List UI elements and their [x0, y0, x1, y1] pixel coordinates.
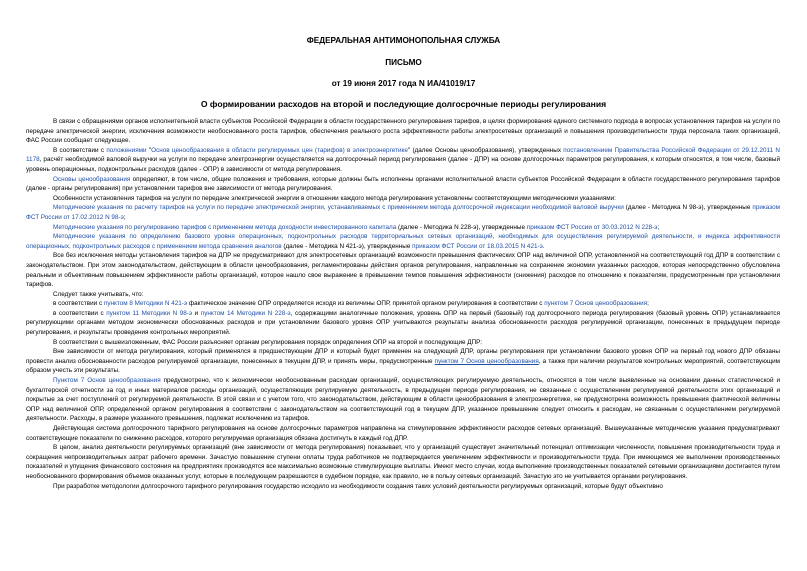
document-link[interactable]: Методические указания по регулированию тарифов с применением метода доходности инвестированного капитала: [53, 223, 397, 231]
date-number-heading: от 19 июня 2017 года N ИА/41019/17: [331, 79, 476, 88]
paragraph: [26, 299, 780, 309]
paragraph-text: , а также при наличии результатов контрольных мероприятий, соответствующим образом учесть эти результаты.: [26, 357, 780, 375]
paragraph: [26, 443, 780, 481]
paragraph-text: ;: [647, 300, 649, 308]
document-link[interactable]: Методические указания по определению базового уровня операционных, подконтрольных расходов территориальных сетевых организаций, необходимых для осуществления регулируемой деятельности, и индекса эффективности операционных, подконтрольных расходов с применением метода сравнения аналогов: [26, 233, 780, 250]
document-link[interactable]: Методические указания по расчету тарифов на услуги по передаче электрической энергии, устанавливаемых с применением метода долгосрочной индексации необходимой валовой выручки: [53, 204, 624, 212]
paragraph-text: Особенности установления тарифов на услуги по передаче электрической энергии в отношении каждого метода регулирования установлены соответствующими методическими указаниями:: [53, 194, 616, 202]
paragraph: [26, 376, 780, 424]
paragraph-text: ": [146, 146, 152, 154]
paragraph: [26, 290, 780, 300]
document-link[interactable]: пунктом 8 Методики N 421-э: [103, 300, 188, 308]
paragraph: [26, 223, 780, 233]
paragraph: [26, 251, 780, 289]
paragraph: [26, 146, 780, 175]
paragraph-text: В соответствии с вышеизложенным, ФАС России разъясняет органам регулирования порядок определения ОПР на второй и последующие ДПР:: [53, 338, 483, 346]
paragraph-text: В целом, анализ деятельности регулируемых организаций (вне зависимости от метода регулирования) показывает, что у организаций существует значительный потенциал оптимизации численности, повышения производительности труда и сокращения непроизводительных затрат рабочего времени. Зачастую повышение ступени оплаты труда работников не подтверждается увеличением эффективности и производительности труда. При имеющемся же выполнении производственных показателей и упущения финансового состояния на предприятиях производятся все максимально возможные стимулирующие выплаты. Имеют место случаи, когда выполнение производственных показателей сетевыми организациями достигается путем необоснованного формирования объемов оказанных услуг, которые в последующем разрешаются в судебном порядке, как правило, не в пользу сетевых организаций. Зачастую это не учитывается органами регулирования.: [26, 444, 780, 480]
paragraph-text: и: [192, 309, 201, 317]
document-link[interactable]: приказом ФСТ России от 30.03.2012 N 228-э: [526, 223, 658, 231]
paragraph-text: определяют, в том числе, общие положения и требования, которые должны быть исполнены органами исполнительной власти субъектов Российской Федерации в области государственного регулирования тарифов (далее - органы регулирования) при установлении тарифов вне зависимости от метода регулирования.: [26, 175, 780, 193]
document-link[interactable]: пунктом 7 Основ ценообразования: [434, 357, 539, 365]
paragraph-text: ;: [657, 223, 660, 231]
paragraph-text: Все без исключения методы установления тарифов на ДПР не предусматривают для электросетевых организаций возможности превышения фактических ОПР над величиной ОПР, установленной на соответствующий год ДПР в соответствии с законодательством. При этом законодательством, действующим в области ценообразования, регламентированы действия органов регулирования, направленные на сохранение экономии указанных расходов, которая непосредственно обусловлена реальным и объективным повышением эффективности работы организаций, которое нашло свое выражение в превышении темпов повышения эффективности (снижения) расходов по отношению к показателям, предусмотренным при установлении тарифов.: [26, 252, 780, 289]
paragraph-text: .: [542, 242, 545, 250]
paragraph-text: ;: [123, 213, 126, 221]
paragraph: [26, 309, 780, 338]
paragraph-text: (далее - Методика N 98-э), утвержденные: [623, 204, 753, 212]
document-link[interactable]: пунктом 7 Основ ценообразования: [544, 300, 648, 308]
document-link[interactable]: постановлением Правительства Российской Федерации от 29.12.2011 N 1178: [26, 146, 780, 164]
document-link[interactable]: Основы ценообразования: [53, 175, 131, 183]
document-link[interactable]: пунктом 14 Методики N 228-э: [200, 309, 291, 317]
paragraph: [26, 194, 780, 204]
paragraph-text: Следует также учитывать, что:: [53, 290, 144, 298]
document-link[interactable]: Основ ценообразования в области регулируемых цен (тарифов) в электроэнергетике: [151, 146, 408, 154]
paragraph: [26, 232, 780, 251]
agency-heading: ФЕДЕРАЛЬНАЯ АНТИМОНОПОЛЬНАЯ СЛУЖБА: [306, 36, 501, 45]
paragraph-text: в соответствии с: [53, 300, 104, 308]
paragraph-text: , расчёт необходимой валовой выручки на услуги по передаче электроэнергии осуществляется на долгосрочный период регулирования (далее - ДПР) на основе долгосрочных параметров регулирования, к которым относятся, в том числе, базовый уровень операционных, подконтрольных расходов (далее - ОПР) в зависимости от метода регулирования.: [26, 156, 780, 173]
document-link[interactable]: приказом ФСТ России от 18.03.2015 N 421-э: [412, 242, 543, 250]
paragraph-text: , содержащими аналогичные положения, уровень ОПР на первый (базовый) год долгосрочного периода регулирования (базовый уровень ОПР) устанавливается регулирующими органами методом экономически обоснованных расходов и при установлении базового уровня ОПР учитываются результаты анализа обоснованности расходов регулируемой организации, понесенных в предыдущем периоде регулирования, и результаты проведения контрольных мероприятий.: [26, 309, 781, 337]
paragraph-text: При разработке методологии долгосрочного тарифного регулирования государство исходило из необходимости создания таких условий деятельности регулируемых организаций, которые будут объективно: [53, 482, 663, 490]
document-link[interactable]: приказом ФСТ России от 17.02.2012 N 98-э: [26, 204, 780, 221]
paragraph-text: В соответствии с: [53, 146, 107, 154]
paragraph-text: " (далее Основы ценообразования), утвержденных: [407, 146, 564, 154]
paragraph-text: (далее - Методика N 228-э), утвержденные: [396, 223, 527, 231]
paragraph-text: В связи с обращениями органов исполнительной власти субъектов Российской Федерации в области государственного регулирования тарифов, в целях формирования единого системного подхода в вопросах установления тарифов на услуги по передаче электрической энергии, исключения возможности необоснованного роста тарифов, обеспечения реального роста эффективности работы электросетевых организаций и повышения производительности труда персонала таких организаций, ФАС России сообщает следующее.: [26, 118, 780, 145]
document-link[interactable]: пунктом 11 Методики N 98-э: [106, 309, 193, 317]
paragraph: [26, 117, 780, 146]
paragraph-text: в соответствии с: [53, 309, 107, 317]
paragraph-text: Действующая система долгосрочного тарифного регулирования на основе долгосрочных параметров направлена на стимулирование эффективности расходов сетевых организаций. Вышеуказанные методические указания предусматривают соответствующие показатели по снижению расходов, которого регулируемая организация обязана достигнуть в каждый год ДПР.: [26, 425, 780, 442]
paragraph: [26, 175, 780, 194]
paragraph-text: (далее - Методика N 421-э), утвержденные: [281, 242, 413, 250]
paragraph: [26, 203, 780, 222]
doc-type-heading: ПИСЬМО: [385, 58, 422, 67]
paragraph: [26, 347, 780, 376]
document-body: [26, 117, 780, 491]
paragraph: [26, 424, 780, 443]
paragraph: [26, 338, 780, 348]
document-link[interactable]: Пунктом 7 Основ ценообразования: [53, 377, 161, 385]
paragraph-text: предусмотрено, что к экономически необоснованным расходам организаций, осуществляющих регулируемую деятельность, относятся в том числе выявленные на основании данных статистической и бухгалтерской отчетности за год и иных материалов расходы организаций, осуществляющих регулируемую деятельность, в предыдущем периоде регулирования, не связанные с осуществлением регулируемой деятельности этих организаций и покрытые за счет поступлений от регулируемой деятельности. В этой связи и с учетом того, что законодательством, действующим в области ценообразования в электроэнергетике, не предусмотрена возможность превышения фактической величины ОПР над величиной ОПР, определенной органом регулирования в соответствии с законодательством на соответствующий год в текущем ДПР, указанное превышение следует относить к расходам, не связанным с осуществлением регулируемой деятельности. Расходы, в размере указанного превышения, подлежат исключению из тарифов.: [26, 377, 780, 423]
document-link[interactable]: положениями: [106, 146, 147, 154]
paragraph: [26, 482, 780, 492]
paragraph-text: фактическое значение ОПР определяется исходя из величины ОПР, принятой органом регулирования в соответствии с: [187, 300, 545, 308]
document-title: О формировании расходов на второй и последующие долгосрочные периоды регулирования: [200, 99, 607, 109]
paragraph-text: Вне зависимости от метода регулирования, который применялся в предшествующем ДПР и который будет применен на следующий ДПР, органы регулирования при установлении базового уровня ОПР на первый год нового ДПР обязаны провести анализ обоснованности расходов регулируемой организации, понесенных в текущем ДПР, и принять меры, предусмотренные: [26, 348, 780, 365]
